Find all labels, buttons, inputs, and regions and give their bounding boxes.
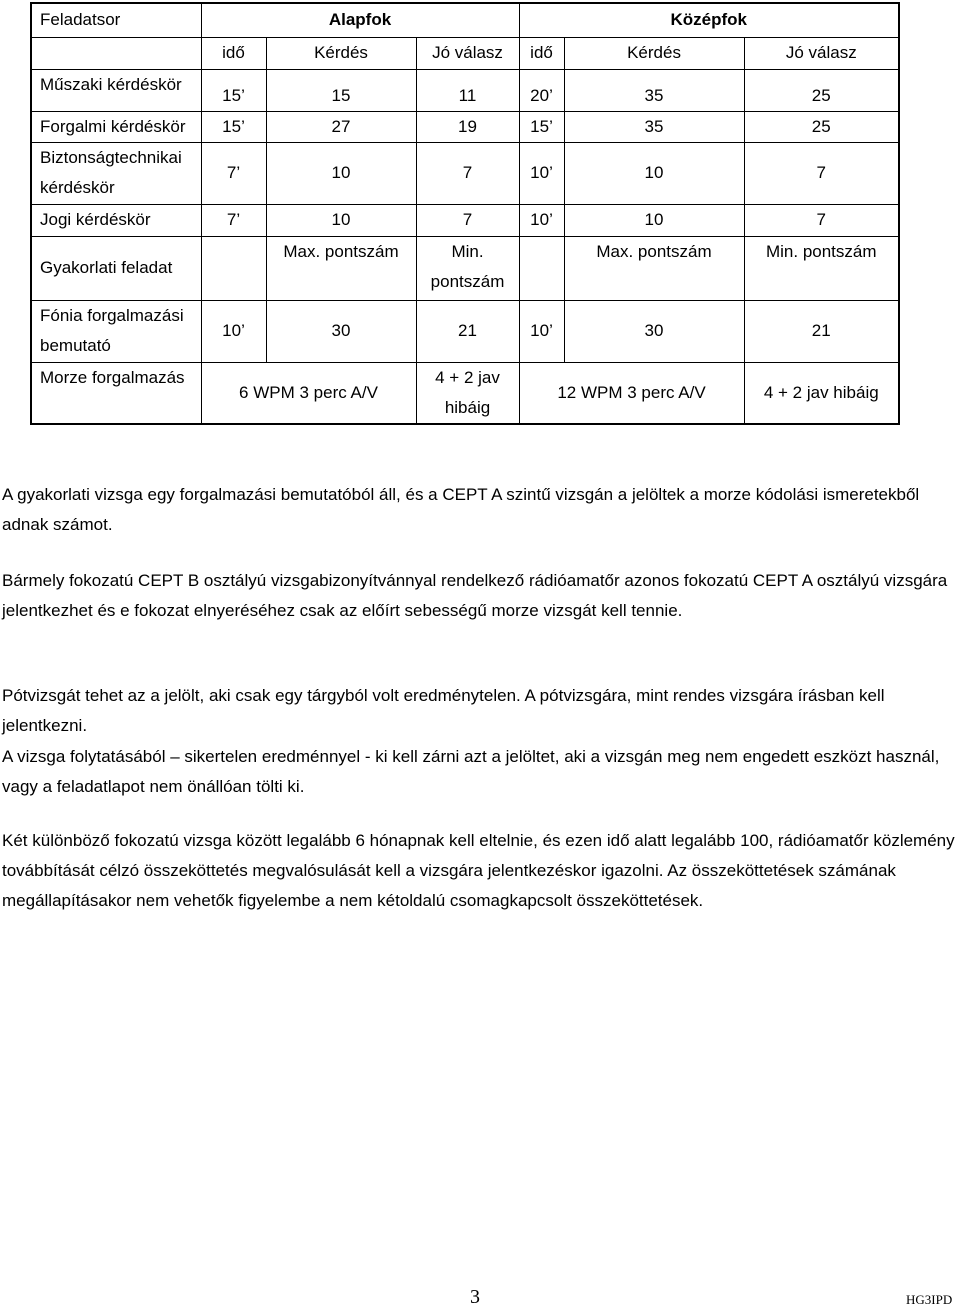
table-cell: 10’	[519, 300, 564, 362]
row-label: Forgalmi kérdéskör	[31, 111, 201, 142]
table-cell: 15’	[201, 69, 266, 111]
subheader-ido-kozep: idő	[519, 37, 564, 69]
feladatsor-header: Feladatsor	[31, 3, 201, 37]
table-cell: 35	[564, 69, 744, 111]
table-cell: 4 + 2 jav hibáig	[744, 362, 899, 424]
table-cell: 10’	[201, 300, 266, 362]
table-cell: 15’	[519, 111, 564, 142]
table-cell: 15’	[201, 111, 266, 142]
paragraph: A gyakorlati vizsga egy forgalmazási bemutatóból áll, és a CEPT A szintű vizsgán a jelöltek a morze kódolási ismeretekből adnak számot.	[2, 485, 920, 534]
table-cell: 21	[744, 300, 899, 362]
table-row	[31, 204, 899, 236]
row-label: Jogi kérdéskör	[31, 204, 201, 236]
table-subheader-row	[31, 37, 899, 69]
table-cell: Min. pontszám	[416, 236, 519, 300]
table-header-row	[31, 3, 899, 37]
morze-row	[31, 362, 899, 424]
kozepfok-header: Középfok	[519, 3, 899, 37]
table-cell: 7	[744, 204, 899, 236]
row-label: Gyakorlati feladat	[31, 236, 201, 300]
table-cell: 15	[266, 69, 416, 111]
table-cell: 35	[564, 111, 744, 142]
table-cell: 7	[416, 204, 519, 236]
table-cell: Min. pontszám	[744, 236, 899, 300]
gyakorlati-row	[31, 236, 899, 300]
row-label: Biztonságtechnikai kérdéskör	[31, 142, 201, 204]
paragraph: Két különböző fokozatú vizsga között legalább 6 hónapnak kell eltelnie, és ezen idő alatt legalább 100, rádióamatőr közlemény továbbítását célzó összeköttetés megvalósulását kell a vizsgára jelentkezéskor igazolni. Az összeköttetések számának megállapításakor nem vehetők figyelembe a nem kétoldalú csomagkapcsolt összeköttetések.	[2, 831, 955, 910]
table-cell: 21	[416, 300, 519, 362]
subheader-empty	[31, 37, 201, 69]
paragraph: A vizsga folytatásából – sikertelen eredménnyel - ki kell zárni azt a jelöltet, aki a vizsgán meg nem engedett eszközt használ, vagy a feladatlapot nem önállóan tölti ki.	[2, 747, 940, 796]
table-cell: 25	[744, 111, 899, 142]
table-cell: 25	[744, 69, 899, 111]
table-cell: 30	[564, 300, 744, 362]
row-label: Fónia forgalmazási bemutató	[31, 300, 201, 362]
table-cell: 10	[564, 204, 744, 236]
table-cell: 27	[266, 111, 416, 142]
table-cell	[201, 236, 266, 300]
page-number: 3	[470, 1286, 480, 1308]
table-cell: 4 + 2 jav hibáig	[416, 362, 519, 424]
table-cell: 30	[266, 300, 416, 362]
table-cell: 19	[416, 111, 519, 142]
table-cell	[519, 236, 564, 300]
table-cell: 12 WPM 3 perc A/V	[519, 362, 744, 424]
table-row	[31, 142, 899, 204]
subheader-kerdes-kozep: Kérdés	[564, 37, 744, 69]
table-cell: 6 WPM 3 perc A/V	[201, 362, 416, 424]
subheader-jovalasz-kozep: Jó válasz	[744, 37, 899, 69]
subheader-jovalasz-alap: Jó válasz	[416, 37, 519, 69]
alapfok-header: Alapfok	[201, 3, 519, 37]
table-cell: 10	[564, 142, 744, 204]
subheader-ido-alap: idő	[201, 37, 266, 69]
table-cell: 7’	[201, 204, 266, 236]
table-cell: 7	[416, 142, 519, 204]
table-cell: Max. pontszám	[564, 236, 744, 300]
row-label: Műszaki kérdéskör	[31, 69, 201, 111]
table-cell: 7	[744, 142, 899, 204]
table-cell: 20’	[519, 69, 564, 111]
paragraph: Bármely fokozatú CEPT B osztályú vizsgabizonyítvánnyal rendelkező rádióamatőr azonos fokozatú CEPT A osztályú vizsgára jelentkezhet és e fokozat elnyeréséhez csak az előírt sebességű morze vizsgát kell tennie.	[2, 571, 948, 620]
table-cell: 7’	[201, 142, 266, 204]
paragraph: Pótvizsgát tehet az a jelölt, aki csak egy tárgyból volt eredménytelen. A pótvizsgára, mint rendes vizsgára írásban kell jelentkezni.	[2, 686, 885, 735]
exam-structure-table	[30, 2, 900, 425]
page-code: HG3IPD	[906, 1292, 953, 1307]
table-cell: 10’	[519, 142, 564, 204]
table-cell: 10’	[519, 204, 564, 236]
table-cell: 10	[266, 142, 416, 204]
table-cell: 11	[416, 69, 519, 111]
table-row	[31, 69, 899, 111]
fonia-row	[31, 300, 899, 362]
table-cell: Max. pontszám	[266, 236, 416, 300]
row-label: Morze forgalmazás	[31, 362, 201, 424]
table-row	[31, 111, 899, 142]
subheader-kerdes-alap: Kérdés	[266, 37, 416, 69]
table-cell: 10	[266, 204, 416, 236]
